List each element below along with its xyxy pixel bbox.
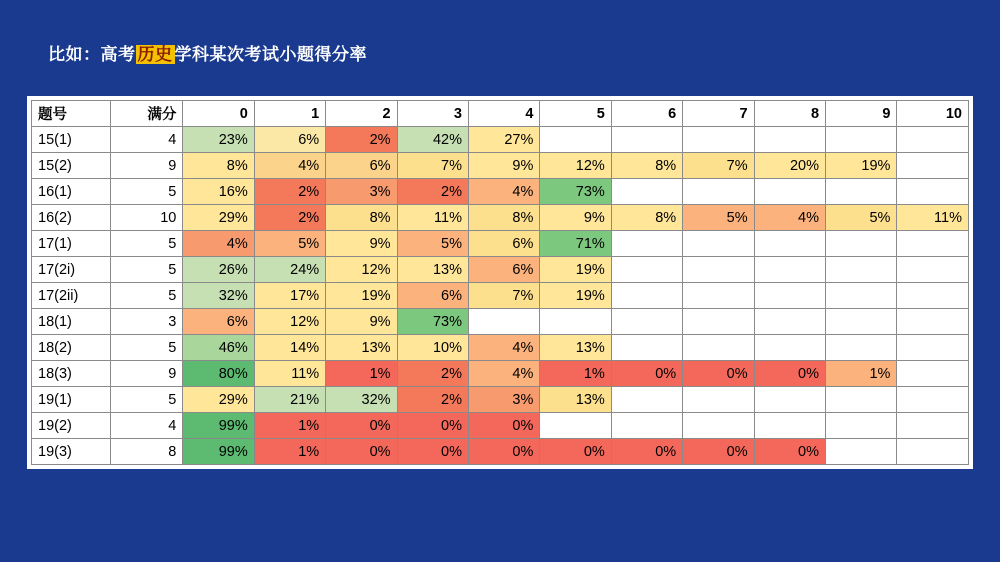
title-highlight: 历史 — [137, 45, 173, 64]
heat-cell: 20% — [754, 153, 825, 179]
heat-cell-empty — [826, 309, 897, 335]
heat-cell: 7% — [683, 153, 754, 179]
row-question-no: 19(2) — [32, 413, 111, 439]
heat-cell-empty — [611, 387, 682, 413]
heat-cell: 27% — [468, 127, 539, 153]
heat-cell: 8% — [326, 205, 397, 231]
heat-cell-empty — [754, 257, 825, 283]
heat-cell: 12% — [326, 257, 397, 283]
row-question-no: 17(2ii) — [32, 283, 111, 309]
heat-cell-empty — [826, 231, 897, 257]
header-score-10: 10 — [897, 101, 969, 127]
heat-cell-empty — [897, 309, 969, 335]
heat-cell: 0% — [611, 439, 682, 465]
heat-cell: 73% — [540, 179, 611, 205]
table-row — [32, 361, 969, 387]
heat-cell-empty — [897, 439, 969, 465]
row-question-no: 15(1) — [32, 127, 111, 153]
header-question-no: 题号 — [32, 101, 111, 127]
row-full-score: 5 — [110, 283, 182, 309]
heat-cell: 11% — [897, 205, 969, 231]
header-score-5: 5 — [540, 101, 611, 127]
table-header-row — [32, 101, 969, 127]
row-full-score: 3 — [110, 309, 182, 335]
row-question-no: 17(1) — [32, 231, 111, 257]
heat-cell: 1% — [540, 361, 611, 387]
heat-cell-empty — [683, 335, 754, 361]
heat-cell-empty — [897, 127, 969, 153]
heat-cell: 12% — [254, 309, 325, 335]
score-rate-table — [31, 100, 969, 465]
heat-cell: 8% — [611, 205, 682, 231]
heat-cell: 99% — [183, 439, 254, 465]
heat-cell-empty — [754, 387, 825, 413]
heat-cell-empty — [826, 439, 897, 465]
heat-cell-empty — [826, 127, 897, 153]
heat-cell: 2% — [397, 179, 468, 205]
heat-cell: 0% — [540, 439, 611, 465]
heat-cell-empty — [611, 335, 682, 361]
heat-cell-empty — [754, 309, 825, 335]
heat-cell: 10% — [397, 335, 468, 361]
heat-cell: 5% — [254, 231, 325, 257]
table-row — [32, 231, 969, 257]
table-row — [32, 127, 969, 153]
heat-cell-empty — [468, 309, 539, 335]
table-row — [32, 439, 969, 465]
table-row — [32, 179, 969, 205]
heat-cell-empty — [754, 231, 825, 257]
heat-cell: 4% — [754, 205, 825, 231]
heat-cell: 1% — [254, 413, 325, 439]
heat-cell: 2% — [254, 179, 325, 205]
heat-cell: 0% — [683, 439, 754, 465]
header-score-0: 0 — [183, 101, 254, 127]
heat-cell: 1% — [826, 361, 897, 387]
heat-cell: 0% — [754, 361, 825, 387]
row-question-no: 15(2) — [32, 153, 111, 179]
heat-cell-empty — [826, 179, 897, 205]
header-score-4: 4 — [468, 101, 539, 127]
heat-cell: 7% — [468, 283, 539, 309]
table-row — [32, 205, 969, 231]
heat-cell-empty — [540, 127, 611, 153]
table-row — [32, 283, 969, 309]
heat-cell: 29% — [183, 205, 254, 231]
heat-cell: 26% — [183, 257, 254, 283]
heat-cell-empty — [754, 413, 825, 439]
heat-cell-empty — [683, 179, 754, 205]
header-score-8: 8 — [754, 101, 825, 127]
heat-cell-empty — [754, 179, 825, 205]
heat-cell: 13% — [326, 335, 397, 361]
heat-cell: 9% — [326, 231, 397, 257]
header-score-7: 7 — [683, 101, 754, 127]
heat-cell-empty — [611, 309, 682, 335]
row-full-score: 5 — [110, 231, 182, 257]
heat-cell: 7% — [397, 153, 468, 179]
heat-cell-empty — [611, 127, 682, 153]
heat-cell-empty — [826, 387, 897, 413]
row-question-no: 18(3) — [32, 361, 111, 387]
heat-cell-empty — [540, 309, 611, 335]
heat-cell-empty — [897, 283, 969, 309]
row-full-score: 5 — [110, 335, 182, 361]
heat-cell: 6% — [468, 231, 539, 257]
row-question-no: 17(2i) — [32, 257, 111, 283]
table-row — [32, 413, 969, 439]
table-row — [32, 153, 969, 179]
heat-cell-empty — [683, 283, 754, 309]
table-row — [32, 309, 969, 335]
heat-cell: 2% — [397, 387, 468, 413]
heat-cell: 6% — [468, 257, 539, 283]
heat-cell: 0% — [754, 439, 825, 465]
heat-cell-empty — [683, 309, 754, 335]
heat-cell: 8% — [183, 153, 254, 179]
heat-cell: 9% — [540, 205, 611, 231]
heat-cell: 4% — [254, 153, 325, 179]
heat-cell-empty — [897, 387, 969, 413]
heat-cell: 6% — [397, 283, 468, 309]
heat-cell: 5% — [826, 205, 897, 231]
heat-cell: 4% — [468, 179, 539, 205]
table-header — [32, 101, 969, 127]
row-question-no: 18(1) — [32, 309, 111, 335]
heat-cell-empty — [540, 413, 611, 439]
row-full-score: 5 — [110, 257, 182, 283]
row-full-score: 10 — [110, 205, 182, 231]
header-full-score: 满分 — [110, 101, 182, 127]
heat-cell: 21% — [254, 387, 325, 413]
heat-cell-empty — [611, 179, 682, 205]
heat-cell: 9% — [326, 309, 397, 335]
heat-cell: 6% — [326, 153, 397, 179]
heat-cell: 19% — [826, 153, 897, 179]
row-full-score: 9 — [110, 153, 182, 179]
heat-cell: 13% — [397, 257, 468, 283]
heat-cell-empty — [897, 335, 969, 361]
row-question-no: 18(2) — [32, 335, 111, 361]
heat-cell-empty — [683, 231, 754, 257]
table-body — [32, 127, 969, 465]
heat-cell: 17% — [254, 283, 325, 309]
heat-cell-empty — [754, 283, 825, 309]
header-score-1: 1 — [254, 101, 325, 127]
table-row — [32, 335, 969, 361]
heat-cell-empty — [683, 257, 754, 283]
heat-cell: 16% — [183, 179, 254, 205]
heat-cell: 14% — [254, 335, 325, 361]
heat-cell-empty — [897, 257, 969, 283]
heat-cell: 3% — [326, 179, 397, 205]
heat-cell-empty — [826, 257, 897, 283]
heat-cell-empty — [683, 127, 754, 153]
heat-cell: 13% — [540, 387, 611, 413]
heat-cell: 19% — [540, 283, 611, 309]
heat-cell: 4% — [468, 361, 539, 387]
heat-cell: 11% — [397, 205, 468, 231]
heat-cell: 29% — [183, 387, 254, 413]
score-rate-table-container — [27, 96, 973, 469]
heat-cell: 0% — [611, 361, 682, 387]
heat-cell: 32% — [326, 387, 397, 413]
heat-cell-empty — [611, 283, 682, 309]
heat-cell: 32% — [183, 283, 254, 309]
heat-cell: 0% — [397, 413, 468, 439]
heat-cell: 71% — [540, 231, 611, 257]
heat-cell-empty — [897, 231, 969, 257]
page-title — [48, 40, 367, 65]
heat-cell: 0% — [326, 413, 397, 439]
heat-cell: 3% — [468, 387, 539, 413]
heat-cell: 19% — [326, 283, 397, 309]
heat-cell: 4% — [468, 335, 539, 361]
heat-cell-empty — [754, 335, 825, 361]
heat-cell: 8% — [611, 153, 682, 179]
heat-cell: 1% — [326, 361, 397, 387]
heat-cell: 12% — [540, 153, 611, 179]
heat-cell: 0% — [468, 439, 539, 465]
row-question-no: 16(2) — [32, 205, 111, 231]
heat-cell: 2% — [326, 127, 397, 153]
heat-cell: 80% — [183, 361, 254, 387]
heat-cell: 42% — [397, 127, 468, 153]
heat-cell: 2% — [254, 205, 325, 231]
heat-cell-empty — [897, 179, 969, 205]
heat-cell-empty — [826, 335, 897, 361]
heat-cell-empty — [611, 231, 682, 257]
heat-cell: 6% — [254, 127, 325, 153]
heat-cell-empty — [897, 361, 969, 387]
heat-cell: 1% — [254, 439, 325, 465]
heat-cell-empty — [683, 387, 754, 413]
heat-cell-empty — [611, 257, 682, 283]
heat-cell: 19% — [540, 257, 611, 283]
heat-cell-empty — [611, 413, 682, 439]
row-question-no: 16(1) — [32, 179, 111, 205]
row-full-score: 5 — [110, 387, 182, 413]
heat-cell: 2% — [397, 361, 468, 387]
table-row — [32, 387, 969, 413]
heat-cell: 0% — [468, 413, 539, 439]
title-prefix: 比如：高考 — [48, 45, 136, 64]
heat-cell: 24% — [254, 257, 325, 283]
row-full-score: 4 — [110, 413, 182, 439]
row-question-no: 19(3) — [32, 439, 111, 465]
heat-cell: 23% — [183, 127, 254, 153]
heat-cell: 4% — [183, 231, 254, 257]
heat-cell: 99% — [183, 413, 254, 439]
heat-cell: 0% — [683, 361, 754, 387]
heat-cell: 46% — [183, 335, 254, 361]
heat-cell-empty — [754, 127, 825, 153]
title-suffix: 学科某次考试小题得分率 — [174, 45, 367, 64]
heat-cell: 9% — [468, 153, 539, 179]
heat-cell: 0% — [326, 439, 397, 465]
heat-cell-empty — [897, 413, 969, 439]
heat-cell-empty — [897, 153, 969, 179]
heat-cell-empty — [826, 413, 897, 439]
row-full-score: 4 — [110, 127, 182, 153]
header-score-9: 9 — [826, 101, 897, 127]
heat-cell: 6% — [183, 309, 254, 335]
heat-cell: 73% — [397, 309, 468, 335]
header-score-6: 6 — [611, 101, 682, 127]
table-row — [32, 257, 969, 283]
row-full-score: 5 — [110, 179, 182, 205]
row-full-score: 9 — [110, 361, 182, 387]
heat-cell: 11% — [254, 361, 325, 387]
heat-cell: 5% — [683, 205, 754, 231]
header-score-3: 3 — [397, 101, 468, 127]
heat-cell: 5% — [397, 231, 468, 257]
heat-cell-empty — [683, 413, 754, 439]
heat-cell-empty — [826, 283, 897, 309]
row-question-no: 19(1) — [32, 387, 111, 413]
heat-cell: 13% — [540, 335, 611, 361]
heat-cell: 8% — [468, 205, 539, 231]
header-score-2: 2 — [326, 101, 397, 127]
row-full-score: 8 — [110, 439, 182, 465]
heat-cell: 0% — [397, 439, 468, 465]
